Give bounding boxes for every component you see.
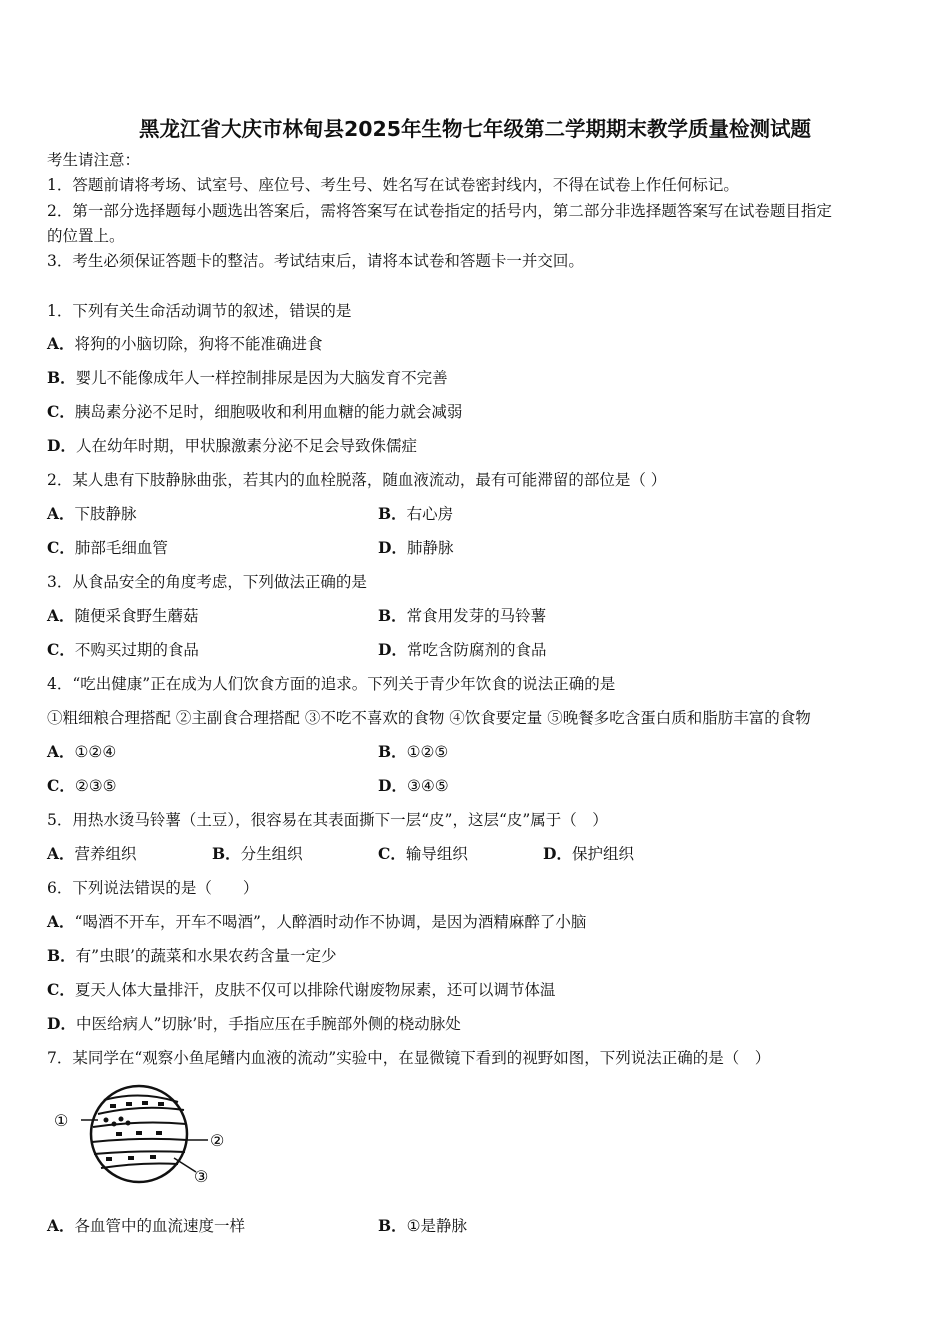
option-text: 随便采食野生蘑菇 xyxy=(74,607,199,625)
option-text: 保护组织 xyxy=(571,845,634,863)
option-letter: D． xyxy=(378,640,407,659)
question-stem: 4．“吃出健康”正在成为人们饮食方面的追求。下列关于青少年饮食的说法正确的是 xyxy=(47,675,616,693)
option-letter: C． xyxy=(47,776,75,795)
option-letter: B． xyxy=(378,742,407,761)
question-statements: ①粗细粮合理搭配 ②主副食合理搭配 ③不吃不喜欢的食物 ④饮食要定量 ⑤晚餐多吃含蛋白质和脂肪丰富的食物 xyxy=(47,709,811,727)
option-letter: A． xyxy=(47,912,75,931)
figure-label-2: ② xyxy=(210,1131,225,1150)
answer-option xyxy=(47,980,555,1000)
option-letter: C． xyxy=(47,640,75,659)
answer-option xyxy=(47,640,199,660)
answer-option xyxy=(47,912,586,932)
page-title: 黑龙江省大庆市林甸县2025年生物七年级第二学期期末教学质量检测试题 xyxy=(138,117,812,141)
answer-option xyxy=(378,504,453,524)
option-text: 胰岛素分泌不足时，细胞吸收和利用血糖的能力就会减弱 xyxy=(74,403,463,421)
option-letter: D． xyxy=(378,776,407,795)
option-letter: A． xyxy=(47,334,75,353)
option-text: 营养组织 xyxy=(74,845,137,863)
option-text: 常食用发芽的马铃薯 xyxy=(406,607,547,625)
answer-option xyxy=(378,776,449,796)
option-text: ③④⑤ xyxy=(406,777,449,795)
option-text: 右心房 xyxy=(406,505,454,523)
answer-option xyxy=(378,844,468,864)
answer-option xyxy=(378,1216,467,1236)
option-letter: A． xyxy=(47,1216,75,1235)
notice-heading: 考生请注意： xyxy=(47,151,141,169)
answer-option xyxy=(378,640,546,660)
question-stem: 6．下列说法错误的是（ ） xyxy=(47,879,259,897)
notice-item: 1．答题前请将考场、试室号、座位号、考生号、姓名写在试卷密封线内，不得在试卷上作任何标记。 xyxy=(47,176,739,194)
option-text: 不购买过期的食品 xyxy=(74,641,199,659)
notice-item: 的位置上。 xyxy=(47,227,125,245)
answer-option xyxy=(47,368,448,388)
answer-option xyxy=(47,538,168,558)
option-letter: A． xyxy=(47,742,75,761)
option-letter: D． xyxy=(378,538,407,557)
option-letter: B． xyxy=(378,1216,407,1235)
option-text: 肺静脉 xyxy=(406,539,454,557)
answer-option xyxy=(378,742,448,762)
option-text: 输导组织 xyxy=(405,845,468,863)
notice-item: 2．第一部分选择题每小题选出答案后，需将答案写在试卷指定的括号内，第二部分非选择题答案写在试卷题目指定 xyxy=(47,202,832,220)
option-letter: B． xyxy=(378,504,407,523)
answer-option xyxy=(47,402,462,422)
answer-option xyxy=(543,844,634,864)
option-letter: C． xyxy=(47,538,75,557)
option-letter: A． xyxy=(47,504,75,523)
answer-option xyxy=(47,436,417,456)
option-text: “喝酒不开车，开车不喝酒”，人醉酒时动作不协调，是因为酒精麻醉了小脑 xyxy=(74,913,587,931)
option-letter: C． xyxy=(47,402,75,421)
option-text: 肺部毛细血管 xyxy=(74,539,168,557)
option-text: 婴儿不能像成年人一样控制排尿是因为大脑发育不完善 xyxy=(75,369,448,387)
answer-option xyxy=(47,504,137,524)
option-text: 各血管中的血流速度一样 xyxy=(74,1217,246,1235)
answer-option xyxy=(47,606,199,626)
option-letter: B． xyxy=(378,606,407,625)
answer-option xyxy=(47,1216,245,1236)
option-letter: D． xyxy=(543,844,572,863)
option-text: 有”虫眼’的蔬菜和水果农药含量一定少 xyxy=(75,947,337,965)
option-letter: C． xyxy=(47,980,75,999)
answer-option xyxy=(212,844,303,864)
answer-option xyxy=(47,742,116,762)
option-text: 常吃含防腐剂的食品 xyxy=(406,641,547,659)
option-text: 夏天人体大量排汗，皮肤不仅可以排除代谢废物尿素，还可以调节体温 xyxy=(74,981,556,999)
question-stem: 2．某人患有下肢静脉曲张，若其内的血栓脱落，随血液流动，最有可能滞留的部位是（ ） xyxy=(47,471,667,489)
option-letter: B． xyxy=(47,368,76,387)
option-text: ①②⑤ xyxy=(406,743,449,761)
option-text: ①是静脉 xyxy=(406,1217,468,1235)
question-stem: 5．用热水烫马铃薯（土豆），很容易在其表面撕下一层“皮”，这层“皮”属于（ ） xyxy=(47,811,608,829)
question-stem: 1．下列有关生命活动调节的叙述，错误的是 xyxy=(47,302,352,320)
notice-item: 3．考生必须保证答题卡的整洁。考试结束后，请将本试卷和答题卡一并交回。 xyxy=(47,252,584,270)
answer-option xyxy=(47,844,137,864)
option-letter: A． xyxy=(47,606,75,625)
option-letter: D． xyxy=(47,1014,76,1033)
option-text: 下肢静脉 xyxy=(74,505,137,523)
answer-option xyxy=(378,606,546,626)
answer-option xyxy=(47,334,323,354)
option-letter: A． xyxy=(47,844,75,863)
option-text: 将狗的小脑切除，狗将不能准确进食 xyxy=(74,335,323,353)
option-text: 中医给病人”切脉’时，手指应压在手腕部外侧的桡动脉处 xyxy=(75,1015,461,1033)
question-stem: 7．某同学在“观察小鱼尾鳍内血液的流动”实验中，在显微镜下看到的视野如图，下列说法正确的是（ ） xyxy=(47,1049,771,1067)
option-letter: B． xyxy=(47,946,76,965)
answer-option xyxy=(47,776,117,796)
figure-label-3: ③ xyxy=(194,1167,209,1186)
option-letter: C． xyxy=(378,844,406,863)
option-letter: D． xyxy=(47,436,76,455)
answer-option xyxy=(47,1014,461,1034)
answer-option xyxy=(378,538,453,558)
option-text: ①②④ xyxy=(74,743,117,761)
microscope-field-figure xyxy=(46,1082,236,1192)
answer-option xyxy=(47,946,336,966)
figure-label-1: ① xyxy=(54,1111,69,1130)
option-letter: B． xyxy=(212,844,241,863)
option-text: 分生组织 xyxy=(240,845,303,863)
option-text: ②③⑤ xyxy=(74,777,117,795)
question-stem: 3．从食品安全的角度考虑，下列做法正确的是 xyxy=(47,573,367,591)
option-text: 人在幼年时期，甲状腺激素分泌不足会导致侏儒症 xyxy=(75,437,417,455)
